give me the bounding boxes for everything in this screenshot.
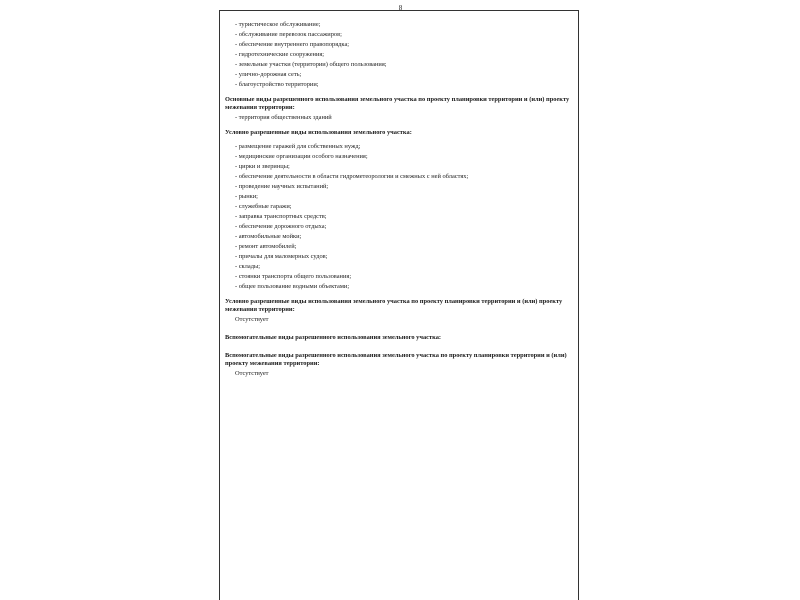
list-item: - размещение гаражей для собственных нужд; [235,143,361,150]
list-item: - цирки и зверинцы; [235,163,290,170]
list-item: - медицинские организации особого назначения; [235,153,368,160]
list-item: - обеспечение деятельности в области гидрометеорологии и смежных с ней областях; [235,173,469,180]
conditional-planning-text: Отсутствует [235,316,269,323]
list-item: - обслуживание перевозок пассажиров; [235,31,342,38]
page-number: 8 [398,4,403,12]
conditional-list [225,142,571,292]
document-page [199,0,602,600]
auxiliary-planning-text: Отсутствует [235,370,269,377]
heading-auxiliary: Вспомогательные виды разрешенного использования земельного участка: [225,334,442,341]
heading-main-planning: Основные виды разрешенного использования земельного участка по проекту планировки территории и (или) проекту межевания территории: [225,96,570,111]
heading-conditional-planning: Условно разрешенные виды использования земельного участка по проекту планировки территории и (или) проекту межевания территории: [225,298,563,313]
list-item: - ремонт автомобилей; [235,243,297,250]
list-item: - заправка транспортных средств; [235,213,327,220]
list-item: - склады; [235,263,261,270]
page-content [225,20,571,379]
list-item: - туристическое обслуживание; [235,21,321,28]
list-item: - общее пользование водными объектами; [235,283,350,290]
intro-list [225,20,571,90]
list-item: - стоянки транспорта общего пользования; [235,273,352,280]
list-item: - рынки; [235,193,258,200]
list-item: - проведение научных испытаний; [235,183,329,190]
heading-conditional: Условно разрешенные виды использования земельного участка: [225,129,412,136]
list-item: - земельные участки (территории) общего пользования; [235,61,387,68]
list-item: - гидротехнические сооружения; [235,51,325,58]
heading-auxiliary-planning: Вспомогательные виды разрешенного использования земельного участка по проекту планировки территории и (или) проекту межевания территории: [225,352,567,367]
list-item: - обеспечение дорожного отдыха; [235,223,327,230]
list-item: - благоустройство территории; [235,81,319,88]
list-item: - улично-дорожная сеть; [235,71,302,78]
list-item: - обеспечение внутреннего правопорядка; [235,41,350,48]
list-item: - служебные гаражи; [235,203,292,210]
list-item: - автомобильные мойки; [235,233,302,240]
list-item: - причалы для маломерных судов; [235,253,328,260]
main-planning-text: - территория общественных зданий [235,114,332,121]
